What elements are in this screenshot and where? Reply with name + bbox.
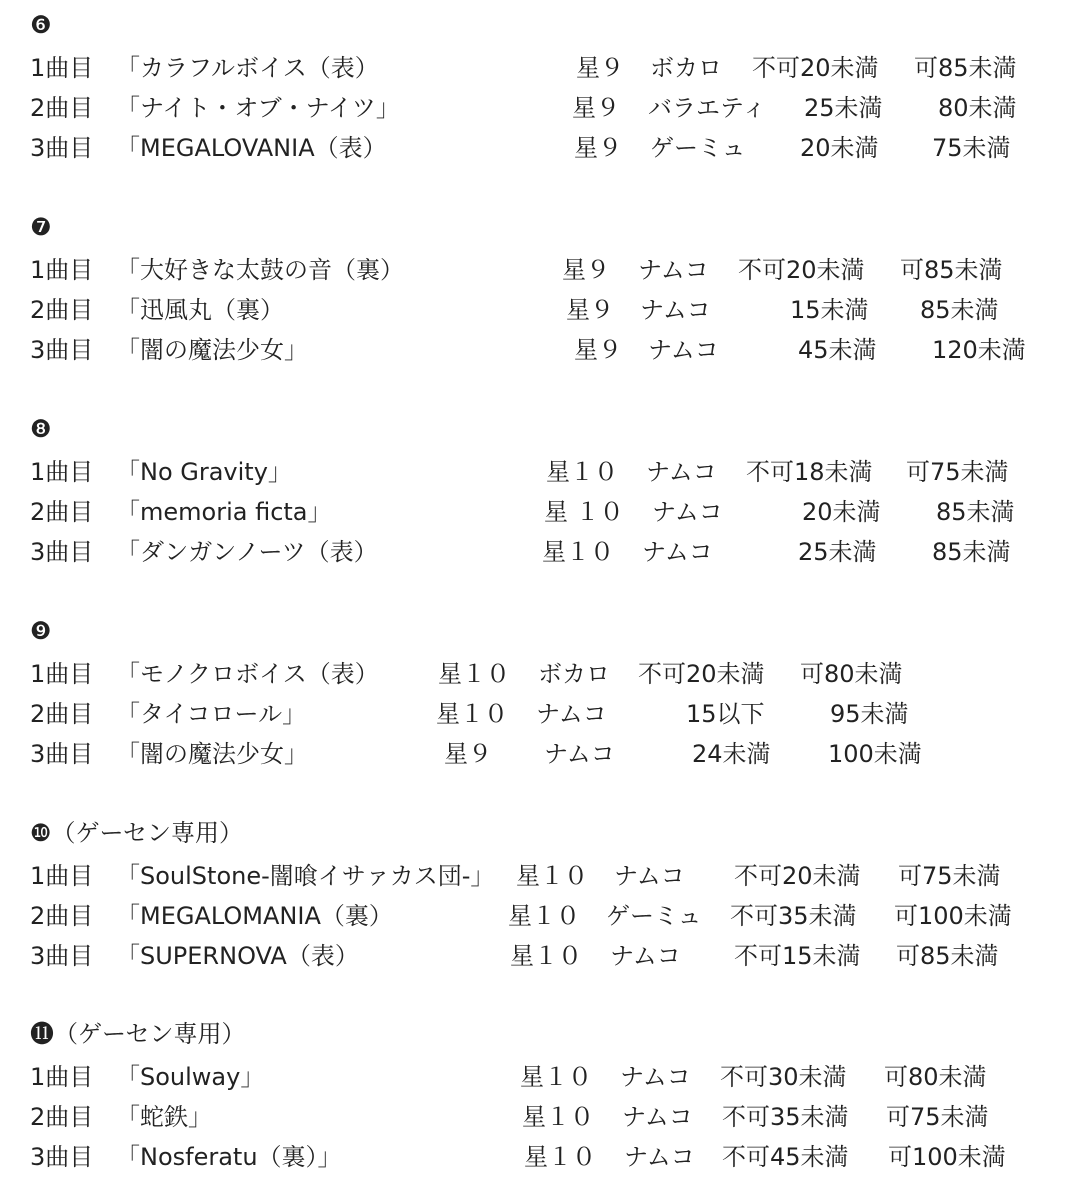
- song-title: 「MEGALOVANIA（表）: [116, 134, 387, 162]
- song-number: 2曲目: [30, 94, 94, 122]
- song-level: 星９: [574, 336, 622, 364]
- fuka-condition: 不可15未満: [734, 942, 861, 970]
- song-category: ナムコ: [614, 862, 685, 890]
- song-row: [0, 1097, 1068, 1137]
- ka-condition: 可80未満: [884, 1063, 987, 1091]
- section-header: ❻: [30, 11, 52, 39]
- song-number: 2曲目: [30, 700, 94, 728]
- fuka-condition: 20未満: [800, 134, 879, 162]
- song-title: 「MEGALOMANIA（裏）: [116, 902, 393, 930]
- song-title: 「闇の魔法少女」: [116, 336, 308, 364]
- song-category: ナムコ: [642, 538, 713, 566]
- song-category: ボカロ: [538, 660, 610, 688]
- song-level: 星１０: [510, 942, 582, 970]
- song-row: [0, 250, 1068, 290]
- ka-condition: 100未満: [828, 740, 922, 768]
- song-row: [0, 532, 1068, 572]
- song-title: 「蛇鉄」: [116, 1103, 212, 1131]
- ka-condition: 可100未満: [894, 902, 1012, 930]
- fuka-condition: 不可20未満: [734, 862, 861, 890]
- song-category: ボカロ: [650, 54, 722, 82]
- ka-condition: 可85未満: [896, 942, 999, 970]
- song-title: 「Soulway」: [116, 1063, 265, 1091]
- song-row: [0, 654, 1068, 694]
- song-number: 2曲目: [30, 1103, 94, 1131]
- song-number: 3曲目: [30, 538, 94, 566]
- song-title: 「SoulStone-闇喰イサァカス団-」: [116, 862, 495, 890]
- song-title: 「迅風丸（裏）: [116, 296, 284, 324]
- section-header: ❼: [30, 213, 52, 241]
- song-number: 2曲目: [30, 902, 94, 930]
- song-title: 「SUPERNOVA（表）: [116, 942, 359, 970]
- song-category: ナムコ: [544, 740, 615, 768]
- song-category: バラエティ: [648, 94, 767, 122]
- song-row: [0, 734, 1068, 774]
- song-row: [0, 330, 1068, 370]
- song-title: 「ダンガンノーツ（表）: [116, 538, 378, 566]
- song-row: [0, 896, 1068, 936]
- song-row: [0, 694, 1068, 734]
- song-level: 星９: [444, 740, 492, 768]
- fuka-condition: 不可35未満: [730, 902, 857, 930]
- song-row: [0, 856, 1068, 896]
- ka-condition: 可100未満: [888, 1143, 1006, 1171]
- song-row: [0, 128, 1068, 168]
- song-category: ナムコ: [624, 1143, 695, 1171]
- fuka-condition: 不可20未満: [638, 660, 765, 688]
- song-level: 星１０: [520, 1063, 592, 1091]
- song-category: ゲーミュ: [650, 134, 746, 162]
- ka-condition: 可75未満: [906, 458, 1009, 486]
- song-level: 星１０: [522, 1103, 594, 1131]
- song-row: [0, 452, 1068, 492]
- song-row: [0, 290, 1068, 330]
- song-row: [0, 88, 1068, 128]
- ka-condition: 可80未満: [800, 660, 903, 688]
- song-number: 1曲目: [30, 256, 94, 284]
- fuka-condition: 不可20未満: [752, 54, 879, 82]
- song-level: 星１０: [546, 458, 618, 486]
- ka-condition: 可75未満: [886, 1103, 989, 1131]
- song-number: 1曲目: [30, 1063, 94, 1091]
- fuka-condition: 25未満: [804, 94, 883, 122]
- song-level: 星１０: [516, 862, 588, 890]
- song-category: ゲーミュ: [606, 902, 702, 930]
- song-title: 「カラフルボイス（表）: [116, 54, 379, 82]
- song-category: ナムコ: [646, 458, 717, 486]
- song-level: 星１０: [438, 660, 510, 688]
- song-level: 星９: [562, 256, 610, 284]
- song-level: 星９: [572, 94, 620, 122]
- song-level: 星９: [576, 54, 624, 82]
- fuka-condition: 不可35未満: [722, 1103, 849, 1131]
- song-level: 星９: [566, 296, 614, 324]
- song-row: [0, 1057, 1068, 1097]
- song-category: ナムコ: [622, 1103, 693, 1131]
- song-row: [0, 936, 1068, 976]
- song-number: 1曲目: [30, 660, 94, 688]
- song-level: 星１０: [524, 1143, 596, 1171]
- song-title: 「ナイト・オブ・ナイツ」: [116, 94, 400, 122]
- song-title: 「タイコロール」: [116, 700, 307, 728]
- song-number: 1曲目: [30, 54, 94, 82]
- song-row: [0, 492, 1068, 532]
- song-title: 「大好きな太鼓の音（裏）: [116, 256, 404, 284]
- song-number: 3曲目: [30, 336, 94, 364]
- section-header: ⓫（ゲーセン専用）: [30, 1020, 246, 1048]
- song-level: 星１０: [436, 700, 508, 728]
- ka-condition: 95未満: [830, 700, 909, 728]
- fuka-condition: 45未満: [798, 336, 877, 364]
- song-number: 3曲目: [30, 1143, 94, 1171]
- ka-condition: 可85未満: [900, 256, 1003, 284]
- song-title: 「モノクロボイス（表）: [116, 660, 379, 688]
- ka-condition: 80未満: [938, 94, 1017, 122]
- song-level: 星１０: [542, 538, 614, 566]
- song-category: ナムコ: [648, 336, 719, 364]
- song-category: ナムコ: [610, 942, 681, 970]
- fuka-condition: 15未満: [790, 296, 869, 324]
- ka-condition: 可85未満: [914, 54, 1017, 82]
- fuka-condition: 不可18未満: [746, 458, 873, 486]
- song-number: 3曲目: [30, 740, 94, 768]
- fuka-condition: 不可20未満: [738, 256, 865, 284]
- song-number: 1曲目: [30, 862, 94, 890]
- song-number: 2曲目: [30, 296, 94, 324]
- section-header: ❽: [30, 415, 52, 443]
- song-category: ナムコ: [620, 1063, 691, 1091]
- ka-condition: 85未満: [936, 498, 1015, 526]
- ka-condition: 85未満: [920, 296, 999, 324]
- song-level: 星 １０: [544, 498, 624, 526]
- fuka-condition: 不可30未満: [720, 1063, 847, 1091]
- song-row: [0, 48, 1068, 88]
- ka-condition: 85未満: [932, 538, 1011, 566]
- song-category: ナムコ: [640, 296, 711, 324]
- song-title: 「闇の魔法少女」: [116, 740, 308, 768]
- fuka-condition: 不可45未満: [722, 1143, 849, 1171]
- song-title: 「No Gravity」: [116, 458, 292, 486]
- song-level: 星９: [574, 134, 622, 162]
- section-header: ❿（ゲーセン専用）: [30, 819, 244, 847]
- song-level: 星１０: [508, 902, 580, 930]
- song-number: 3曲目: [30, 134, 94, 162]
- fuka-condition: 15以下: [686, 700, 765, 728]
- song-number: 1曲目: [30, 458, 94, 486]
- song-number: 2曲目: [30, 498, 94, 526]
- song-row: [0, 1137, 1068, 1177]
- fuka-condition: 25未満: [798, 538, 877, 566]
- fuka-condition: 24未満: [692, 740, 771, 768]
- song-category: ナムコ: [652, 498, 723, 526]
- song-category: ナムコ: [638, 256, 709, 284]
- section-header: ❾: [30, 617, 52, 645]
- ka-condition: 可75未満: [898, 862, 1001, 890]
- fuka-condition: 20未満: [802, 498, 881, 526]
- song-number: 3曲目: [30, 942, 94, 970]
- song-title: 「Nosferatu（裏）」: [116, 1143, 342, 1171]
- song-category: ナムコ: [536, 700, 607, 728]
- ka-condition: 120未満: [932, 336, 1026, 364]
- ka-condition: 75未満: [932, 134, 1011, 162]
- song-title: 「memoria ficta」: [116, 498, 332, 526]
